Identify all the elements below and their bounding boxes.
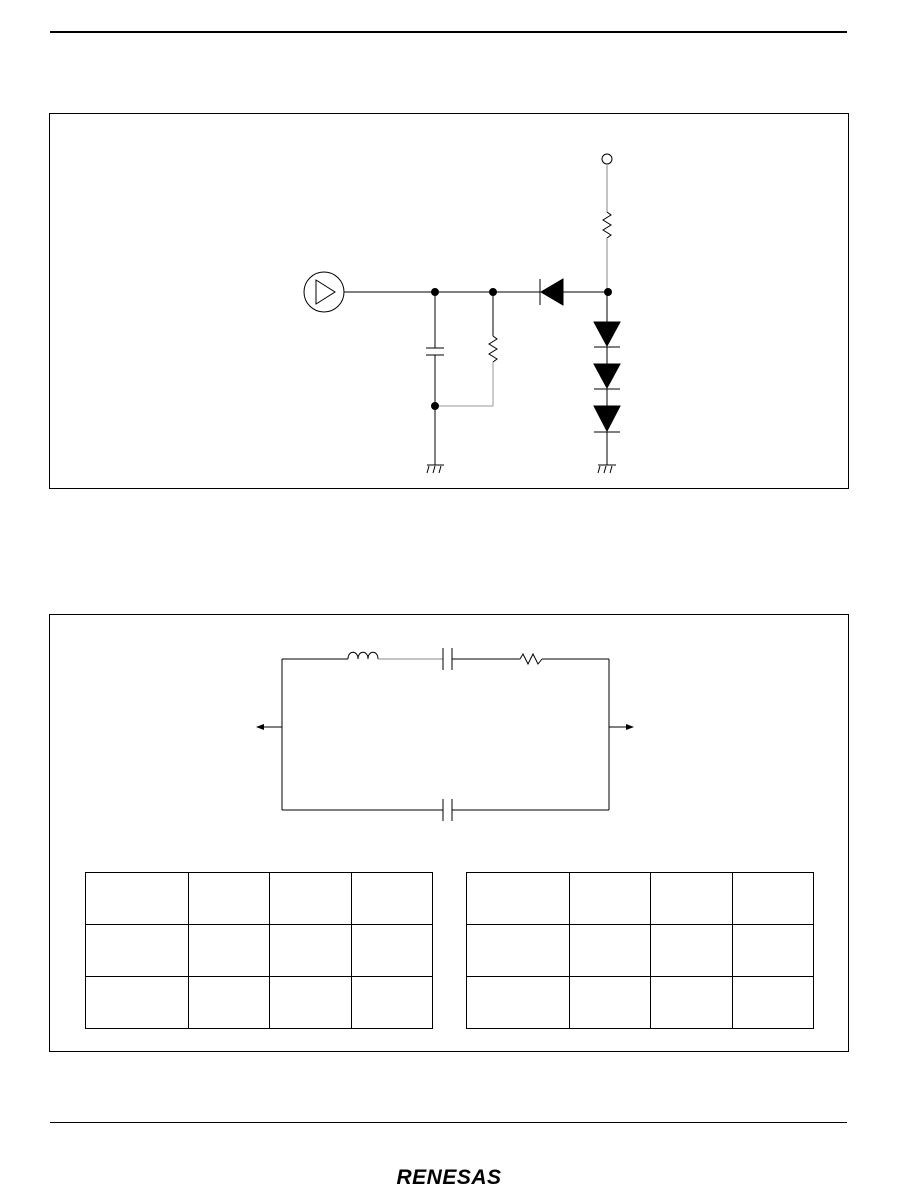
table-row <box>86 925 433 977</box>
renesas-logo: RENESAS <box>396 1166 502 1189</box>
inductor-coil <box>348 652 378 659</box>
table-cell <box>570 925 651 977</box>
table-cell <box>651 925 733 977</box>
series-resistor-zigzag <box>520 654 542 664</box>
table-cell <box>352 873 433 925</box>
table-cell <box>86 925 189 977</box>
parameter-table-left <box>85 872 433 1029</box>
table-cell <box>270 873 352 925</box>
table-row <box>467 873 814 925</box>
table-cell <box>467 925 570 977</box>
table-cell <box>570 977 651 1029</box>
table-cell <box>467 977 570 1029</box>
table-cell <box>733 925 814 977</box>
table-cell <box>733 873 814 925</box>
table-row <box>86 977 433 1029</box>
table-row <box>86 873 433 925</box>
table-cell <box>86 873 189 925</box>
table-cell <box>651 977 733 1029</box>
table-cell <box>651 873 733 925</box>
table-cell <box>570 873 651 925</box>
parameter-table-right <box>466 872 814 1029</box>
table-cell <box>733 977 814 1029</box>
right-terminal-arrow <box>626 724 634 730</box>
left-terminal-arrow <box>256 724 264 730</box>
table-cell <box>189 925 270 977</box>
table-cell <box>270 977 352 1029</box>
table-row <box>467 925 814 977</box>
table-cell <box>189 873 270 925</box>
table-cell <box>467 873 570 925</box>
table-cell <box>189 977 270 1029</box>
table-cell <box>86 977 189 1029</box>
table-row <box>467 977 814 1029</box>
table-cell <box>352 925 433 977</box>
table-cell <box>352 977 433 1029</box>
table-cell <box>270 925 352 977</box>
footer-rule <box>50 1122 847 1123</box>
